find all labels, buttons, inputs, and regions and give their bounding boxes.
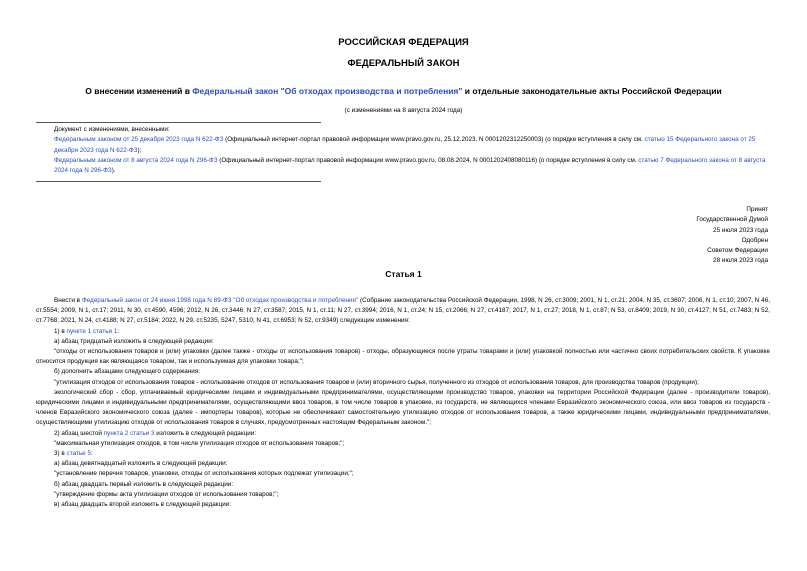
approved-by: Советом Федерации (707, 247, 768, 255)
paragraph-8 (36, 429, 770, 439)
changes-intro: Документ с изменениями, внесенными: (54, 126, 170, 133)
doc-type-heading: ФЕДЕРАЛЬНЫЙ ЗАКОН (347, 58, 460, 69)
paragraph-1 (36, 296, 770, 327)
paragraph-13: б) абзац двадцать первый изложить в следующей редакции: (54, 480, 234, 488)
adopted-date: 25 июля 2023 года (713, 226, 768, 234)
paragraph-2 (36, 327, 770, 337)
article-body (36, 296, 770, 510)
paragraph-10 (36, 449, 770, 459)
p8-prefix: 2) абзац шестой (54, 429, 104, 437)
adopted-by: Государственной Думой (696, 216, 768, 224)
change-1-text: (Официальный интернет-портал правовой информации www.pravo.gov.ru, 25.12.2023, N 0001202312250003) (о порядке вступления в силу см. (223, 136, 645, 144)
approved-date: 28 июля 2023 года (713, 257, 768, 265)
change-item-1 (36, 135, 776, 156)
revision-note: (с изменениями на 8 августа 2024 года) (344, 107, 463, 114)
p1-text: (Собрание законодательства Российской Федерации, 1998, N 26, ст.3009; 2001, N 1, ст.21; 2004, N 35, ст.3607; 2006, N 1, ст.10; 2007, N 46, ст.5554; 2009, N 1, ст.17; 2011, N 30, ст.4590, 4596; 2012, N 26, ст.3446; N 27, ст.3587; 2015, N 1, ст.11; N 27, ст.3994; 2016, N 1, ст.24; N 15, ст.2066; N 27, ст.4187; 2017, N 1, ст.27; 2018, N 1, ст.87; N 53, ст.8409; 2019, N 30, ст.4127; N 51, ст.7483; N 52, ст.7768; 2021, N 24, ст.4188; N 27, ст.5184; 2022, N 29, ст.5235, 5247, 5310; N 41, ст.6953; N 52, ст.9349) следующие изменения: (36, 297, 770, 325)
p8-link[interactable]: пункта 2 статьи 3 (103, 429, 155, 437)
adoption-block (696, 205, 768, 267)
country-heading: РОССИЙСКАЯ ФЕДЕРАЦИЯ (338, 37, 469, 48)
p2-suffix: : (117, 327, 120, 335)
paragraph-6: "утилизация отходов от использования товаров - использование отходов от использования товаров и (или) вторичного сырья, полученного из отходов от использования товаров, для производства товаров (продукции); (54, 378, 699, 386)
paragraph-15: в) абзац двадцать второй изложить в следующей редакции: (54, 501, 232, 509)
changes-note (36, 125, 776, 176)
paragraph-9: "максимальная утилизация отходов, в том числе утилизация отходов от использования товаров;"; (54, 439, 345, 447)
paragraph-14: "утверждение формы акта утилизации отходов от использования товаров;"; (54, 490, 279, 498)
p2-prefix: 1) в (54, 327, 67, 335)
paragraph-5: б) дополнить абзацами следующего содержания: (54, 368, 201, 376)
p8-suffix: изложить в следующей редакции: (154, 429, 257, 437)
paragraph-3: а) абзац тридцатый изложить в следующей редакции: (54, 337, 214, 345)
change-2-text: (Официальный интернет-портал правовой информации www.pravo.gov.ru, 08.08.2024, N 0001202408080116) (о порядке вступления в силу см. (217, 156, 639, 164)
article-heading: Статья 1 (385, 269, 422, 279)
title-prefix: О внесении изменений в (85, 86, 193, 96)
divider-bottom (36, 181, 321, 182)
change-1-law-link[interactable]: Федеральным законом от 25 декабря 2023 года N 622-ФЗ (54, 136, 224, 144)
divider-top (36, 122, 321, 123)
law-title (0, 86, 807, 96)
change-1-end: ); (137, 146, 142, 154)
paragraph-11: а) абзац девятнадцатый изложить в следующей редакции: (54, 460, 228, 468)
adopted-label: Принят (746, 206, 768, 213)
change-2-article-link[interactable]: статью 7 Федерального закона от 8 августа 2024 года N 296-ФЗ (54, 156, 766, 175)
p10-link[interactable]: статье 5 (66, 450, 91, 458)
p10-prefix: 3) в (54, 450, 67, 458)
paragraph-4: "отходы от использования товаров и (или) упаковки (далее также - отходы от использования товаров) - отходы, образующиеся после утраты товарами и (или) упаковкой полностью или частично своих потребительских свойств. К упаковке относится продукция как являющаяся товаром, так и используемая для упаковки товара;"; (36, 348, 770, 366)
p1-law-link[interactable]: Федеральный закон от 24 июня 1998 года N 89-ФЗ "Об отходах производства и потребления" (81, 297, 359, 304)
approved-label: Одобрен (741, 236, 768, 244)
change-2-end: ). (111, 167, 116, 175)
change-item-2 (36, 156, 776, 177)
title-law-link[interactable]: Федеральный закон "Об отходах производства и потребления" (192, 86, 463, 96)
p2-link[interactable]: пункте 1 статьи 1 (66, 327, 118, 335)
p1-prefix: Внести в (54, 297, 82, 304)
paragraph-12: "установление перечня товаров, упаковки, отходы от использования которых подлежат утилизации;"; (54, 470, 354, 478)
change-1-article-link[interactable]: статью 15 Федерального закона от 25 декабря 2023 года N 622-ФЗ (54, 136, 756, 154)
change-2-law-link[interactable]: Федеральным законом от 8 августа 2024 года N 296-ФЗ (54, 156, 218, 164)
p10-suffix: : (90, 450, 93, 458)
paragraph-7: экологический сбор - сбор, уплачиваемый юридическими лицами и индивидуальными предпринимателями, осуществляющими производство товаров, упаковки на территории Российской Федерации (далее - производители товаров), юридическими лицами и индивидуальными предпринимателями, осуществляющими ввоз товаров, в том числе товаров в упаковке, из государств, не являющихся членами Евразийского экономического союза, или ввоз товаров из государств - членов Евразийского экономического союза (далее - импортеры товаров), которые не обеспечивают самостоятельную утилизацию отходов от использования товаров, а также юридическими лицами, индивидуальными предпринимателями, осуществляющими утилизацию отходов от использования товаров в случаях, предусмотренных настоящим Федеральным законом."; (36, 388, 770, 427)
title-suffix: и отдельные законодательные акты Российской Федерации (462, 86, 722, 96)
